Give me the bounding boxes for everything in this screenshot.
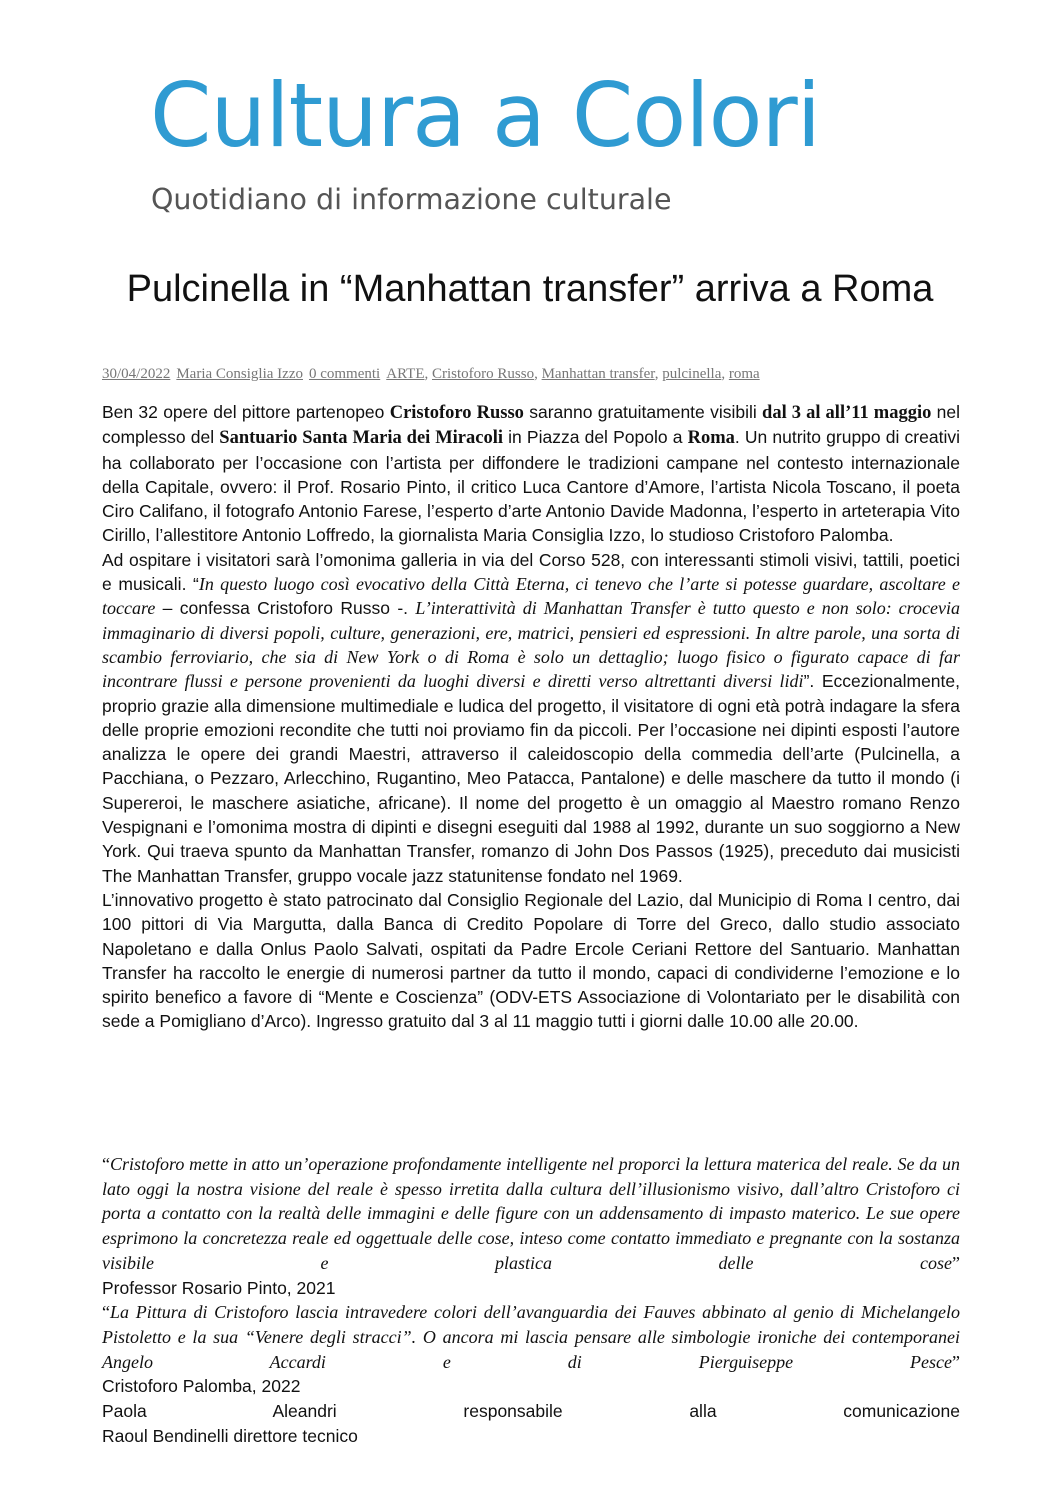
tag-link[interactable]: ARTE [386, 366, 425, 382]
text-run: . Un nutrito gruppo di creativi ha collaborato per l’occasione con l’artista per diffondere le tradizioni campane nel contesto internazionale della Capitale, ovvero: il Prof. Rosario Pinto, il critico Luca Cantore d’Amore, l’artista Nicola Toscano, il poeta Ciro Califano, il fotografo Antonio Farese, l’esperto d’arte Antonio Davide Madonna, l’esperto in arteterapia Vito Cirillo, l’allestitore Antonio Loffredo, la giornalista Maria Consiglia Izzo, lo studioso Cristoforo Palomba. [102, 427, 960, 546]
bold-text: Roma [687, 428, 735, 449]
testimonial-quote [102, 1152, 960, 1276]
bold-text: dal 3 al all’11 maggio [762, 403, 932, 423]
text-run: saranno gratuitamente visibili [523, 402, 763, 422]
text-run: ”. Eccezionalmente, proprio grazie alla dimensione multimediale e ludica del progetto, il visitatore di ogni età potrà indagare la sfera delle proprie emozioni recondite che tutti noi proviamo fin da piccoli. Per l’occasione nei dipinti esposti l’autore analizza le opere dei grandi Maestri, attraverso il caleidoscopio della commedia dell’arte (Pulcinella, a Pacchiana, o Pezzaro, Arlecchino, Rugantino, Meo Patacca, Pantalone) e delle maschere da tutto il mondo (i Supereroi, le maschere asiatiche, africane). Il nome del progetto è un omaggio al Maestro romano Renzo Vespignani e l’omonima mostra di dipinti e disegni eseguiti dal 1988 al 1992, durante un suo soggiorno a New York. Qui traeva spunto da Manhattan Transfer, romanzo di John Dos Passos (1925), preceduto dai musicisti The Manhattan Transfer, gruppo vocale jazz statunitense fondato nel 1969. [102, 671, 960, 886]
article-meta: 30/04/2022 Maria Consiglia Izzo 0 commenti ARTE, Cristoforo Russo, Manhattan transfer, pulcinella, roma [102, 366, 760, 382]
credit-line: Paola Aleandri responsabile alla comunicazione [102, 1401, 960, 1422]
paragraph [102, 548, 960, 888]
author-link[interactable]: Maria Consiglia Izzo [176, 366, 303, 382]
article-headline: Pulcinella in “Manhattan transfer” arriva a Roma [126, 268, 934, 310]
quote-text: La Pittura di Cristoforo lascia intravedere colori dell’avanguardia dei Fauves abbinato al genio di Michelangelo Pistoletto e la sua “Venere degli stracci”. O ancora mi lascia pensare alle simbologie ironiche dei contemporanei Angelo Accardi e di Pierguiseppe Pesce [102, 1302, 960, 1372]
testimonials [102, 1152, 960, 1448]
masthead-title: Cultura a Colori [150, 64, 821, 167]
tag-link[interactable]: pulcinella [662, 366, 722, 382]
text-run: Ad ospitare i visitatori sarà l’omonima galleria in via del Corso 528, con interessanti stimoli visivi, tattili, poetici e musicali. “ [102, 549, 960, 595]
text-run: nel complesso del [102, 402, 960, 448]
text-run: in Piazza del Popolo a [503, 427, 688, 448]
paragraph [102, 400, 960, 548]
quote-author: Professor Rosario Pinto, 2021 [102, 1277, 336, 1298]
quote-mark: ” [952, 1252, 960, 1273]
masthead-subtitle: Quotidiano di informazione culturale [151, 183, 672, 216]
text-run: – confessa Cristoforo Russo -. [155, 598, 416, 619]
tag-link[interactable]: roma [728, 366, 760, 382]
quote-author: Cristoforo Palomba, 2022 [102, 1376, 301, 1397]
quote-mark: “ [102, 1302, 110, 1323]
credit-line: Raoul Bendinelli direttore tecnico [102, 1425, 358, 1446]
bold-text: Cristoforo Russo [389, 403, 524, 423]
article-body [102, 400, 960, 1034]
bold-text: Santuario Santa Maria dei Miracoli [219, 428, 504, 449]
text-run: Ben 32 opere del pittore partenopeo [102, 402, 390, 422]
date-link[interactable]: 30/04/2022 [102, 366, 171, 382]
italic-quote: L’interattività di Manhattan Transfer è tutto questo e non solo: crocevia immaginario di diversi popoli, culture, generazioni, ere, matrici, pensieri ed espressioni. In altre parole, una sorta di scambio ferroviario, che sia di New York o di Roma è solo un dettaglio; luogo fisico o figurato capace di far incontrare flussi e persone provenienti da luoghi diversi e diretti verso altrettanti diversi lidi [102, 598, 960, 692]
italic-quote: In questo luogo così evocativo della Città Eterna, ci tenevo che l’arte si potesse guardare, ascoltare e toccare [102, 574, 960, 619]
quote-mark: ” [952, 1351, 960, 1372]
quote-mark: “ [102, 1154, 110, 1174]
tag-link[interactable]: Cristoforo Russo [432, 366, 535, 382]
paragraph: L’innovativo progetto è stato patrocinato dal Consiglio Regionale del Lazio, dal Municipio di Roma I centro, dai 100 pittori di Via Margutta, dalla Banca di Credito Popolare di Torre del Greco, dallo studio associato Napoletano e dalla Onlus Paolo Salvati, ospitati da Padre Ercole Ceriani Rettore del Santuario. Manhattan Transfer ha raccolto le energie di numerosi partner da tutto il mondo, capaci di condividerne l’emozione e lo spirito benefico a favore di “Mente e Coscienza” (ODV-ETS Associazione di Volontariato per le disabilità con sede a Pomigliano d’Arco). Ingresso gratuito dal 3 al 11 maggio tutti i giorni dalle 10.00 alle 20.00. [102, 889, 960, 1032]
testimonial-quote [102, 1300, 960, 1374]
comments-link[interactable]: 0 commenti [308, 366, 381, 382]
tag-link[interactable]: Manhattan transfer [541, 366, 655, 382]
quote-text: Cristoforo mette in atto un’operazione profondamente intelligente nel proporci la lettura materica del reale. Se da un lato oggi la nostra visione del reale è spesso irretita dalla cultura dell’illusionismo visivo, dall’altro Cristoforo ci porta a contatto con la realtà delle immagini e delle figure con un addensamento di impasto materico. Le sue opere esprimono la concretezza reale ed oggettuale delle cose, inteso come contatto immediato e pregnante con la sostanza visibile e plastica delle cose [102, 1154, 960, 1273]
